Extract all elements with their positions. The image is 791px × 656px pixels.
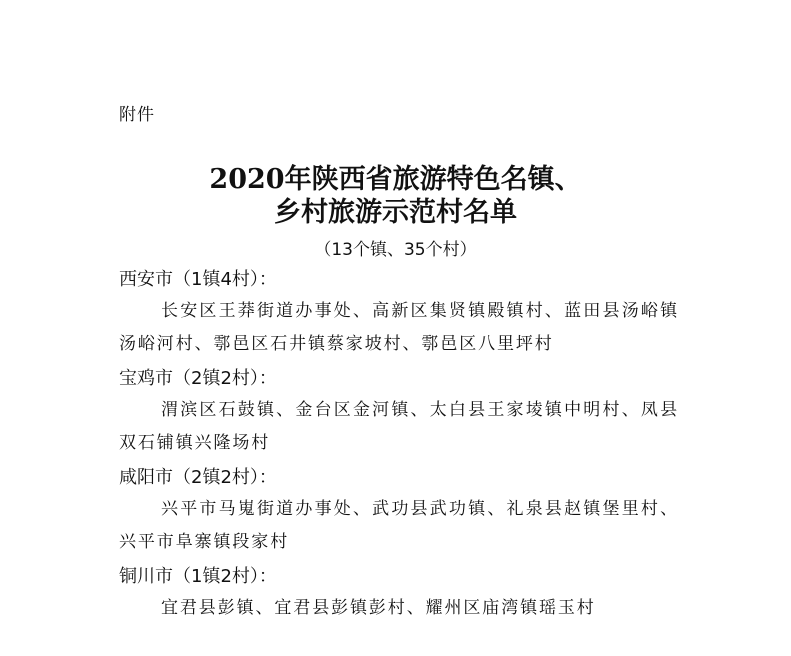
city-section-xian	[119, 265, 679, 361]
city-entries: 长安区王莽街道办事处、高新区集贤镇殿镇村、蓝田县汤峪镇汤峪河村、鄠邑区石井镇蔡家坡村、鄠邑区八里坪村	[119, 301, 679, 354]
city-entries: 渭滨区石鼓镇、金台区金河镇、太白县王家堎镇中明村、凤县双石铺镇兴隆场村	[119, 400, 679, 453]
city-entries: 兴平市马嵬街道办事处、武功县武功镇、礼泉县赵镇堡里村、兴平市阜寨镇段家村	[119, 499, 679, 552]
attachment-label: 附件	[119, 105, 155, 125]
document-subtitle: （13个镇、35个村）	[314, 240, 477, 260]
city-heading: 宝鸡市（2镇2村）：	[119, 368, 277, 389]
city-entries: 宜君县彭镇、宜君县彭镇彭村、耀州区庙湾镇瑶玉村	[161, 598, 596, 618]
city-section-tongchuan	[119, 562, 679, 625]
city-heading: 铜川市（1镇2村）：	[119, 566, 277, 587]
document-title-line-2: 乡村旅游示范村名单	[274, 197, 517, 228]
city-heading: 咸阳市（2镇2村）：	[119, 467, 277, 488]
city-heading: 西安市（1镇4村）：	[119, 269, 277, 290]
document-title-line-1: 2020年陕西省旅游特色名镇、	[209, 164, 582, 195]
city-section-baoji	[119, 364, 679, 460]
city-list	[119, 265, 679, 628]
city-section-xianyang	[119, 463, 679, 559]
